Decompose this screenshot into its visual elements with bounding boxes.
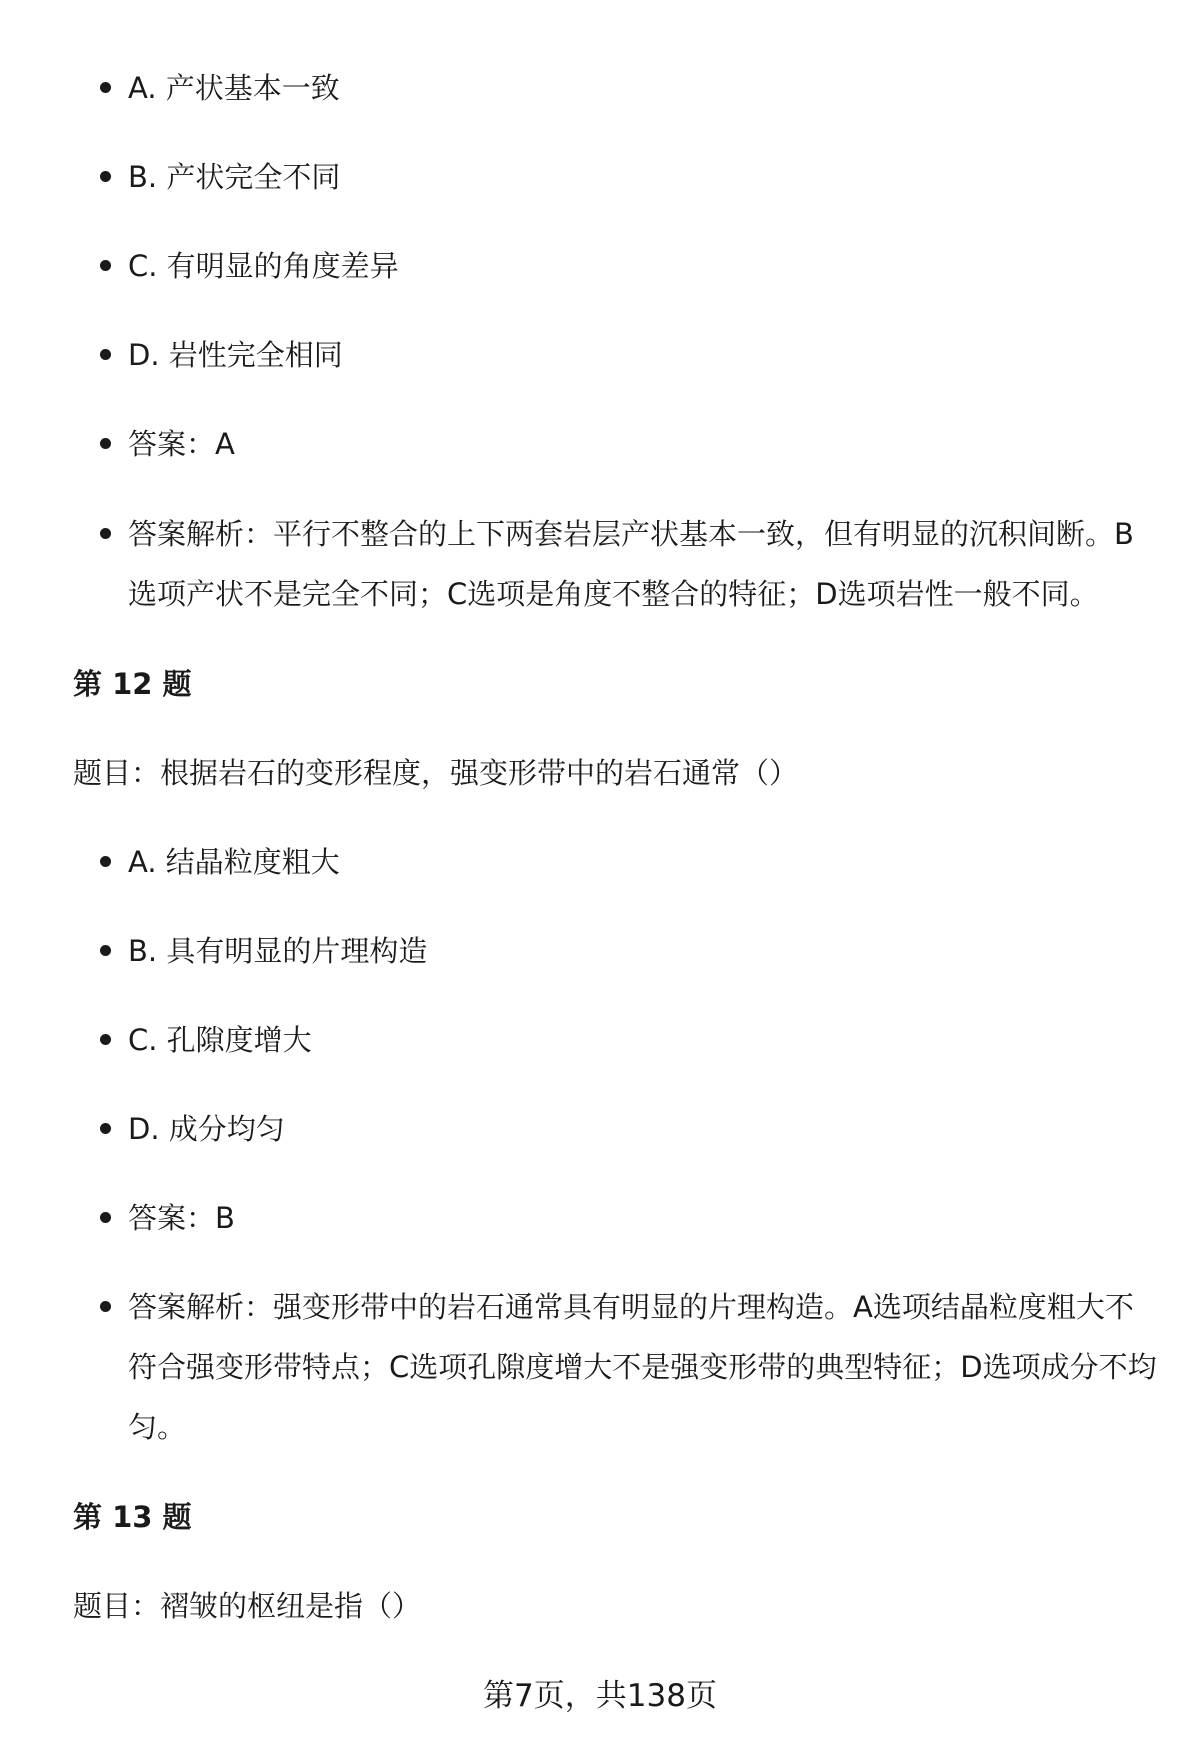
q11-option-a: A. 产状基本一致 bbox=[128, 58, 1158, 118]
q11-explanation: 答案解析：平行不整合的上下两套岩层产状基本一致，但有明显的沉积间断。B选项产状不是完全不同；C选项是角度不整合的特征；D选项岩性一般不同。 bbox=[128, 504, 1158, 624]
q13-stem: 题目：褶皱的枢纽是指（） bbox=[73, 1589, 422, 1623]
q12-option-a: A. 结晶粒度粗大 bbox=[128, 832, 1158, 892]
q11-option-c: C. 有明显的角度差异 bbox=[128, 236, 1158, 296]
q11-answer: 答案：A bbox=[128, 414, 1158, 474]
q12-explanation: 答案解析：强变形带中的岩石通常具有明显的片理构造。A选项结晶粒度粗大不符合强变形带特点；C选项孔隙度增大不是强变形带的典型特征；D选项成分不均匀。 bbox=[128, 1277, 1158, 1457]
q12-stem: 题目：根据岩石的变形程度，强变形带中的岩石通常（） bbox=[73, 756, 799, 790]
q11-option-d: D. 岩性完全相同 bbox=[128, 325, 1158, 385]
q13-heading: 第 13 题 bbox=[73, 1500, 192, 1534]
q12-option-b: B. 具有明显的片理构造 bbox=[128, 921, 1158, 981]
q12-option-d: D. 成分均匀 bbox=[128, 1099, 1158, 1159]
q12-option-c: C. 孔隙度增大 bbox=[128, 1010, 1158, 1070]
q12-answer: 答案：B bbox=[128, 1188, 1158, 1248]
page-number-footer: 第7页，共138页 bbox=[483, 1678, 717, 1714]
q11-option-b: B. 产状完全不同 bbox=[128, 147, 1158, 207]
q12-heading: 第 12 题 bbox=[73, 667, 192, 701]
